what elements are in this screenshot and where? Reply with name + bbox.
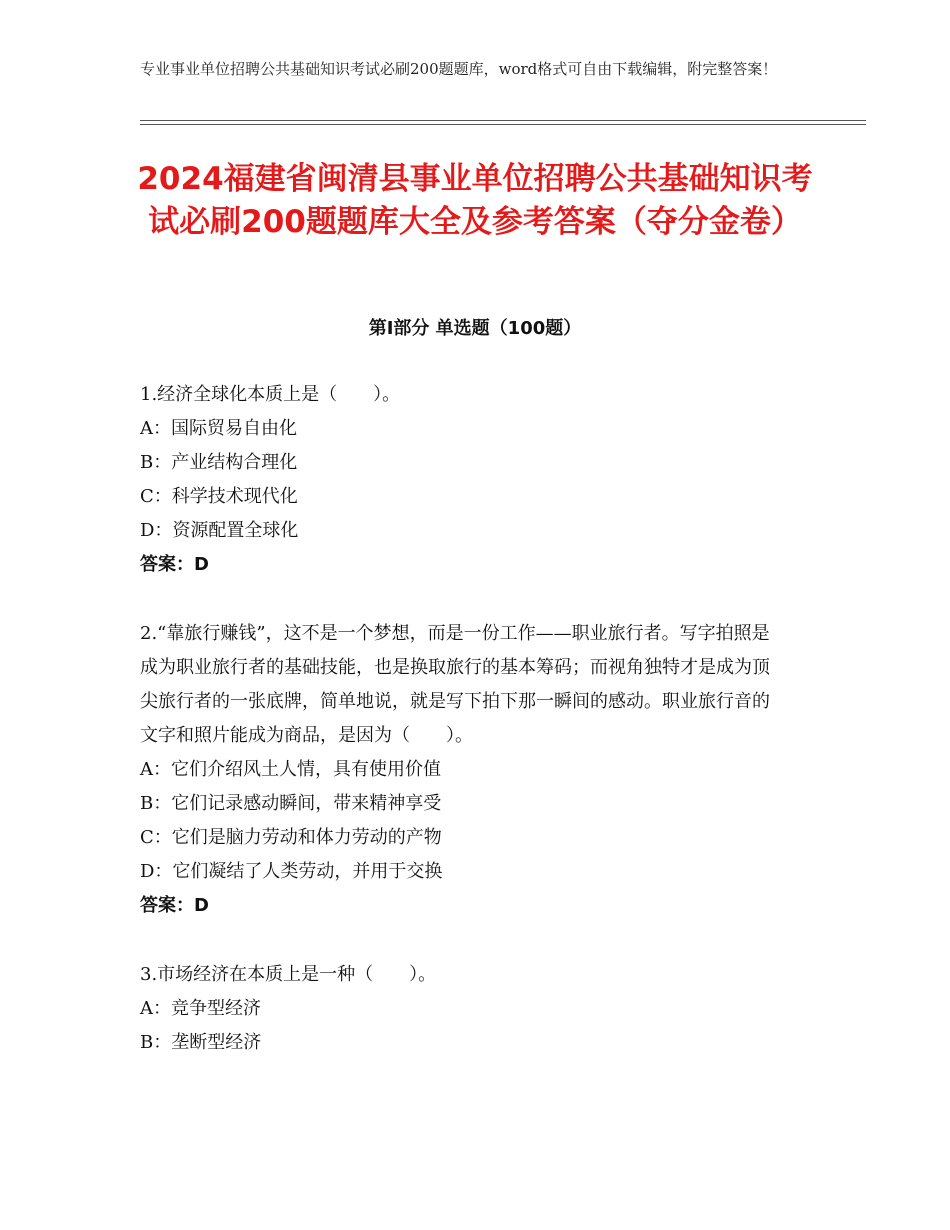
answer: 答案：D [140, 554, 209, 575]
question-list [140, 378, 780, 1095]
header-divider-top [140, 120, 866, 121]
option-a: A：竞争型经济 [140, 998, 261, 1019]
option-c: C：科学技术现代化 [140, 486, 298, 507]
page-header: 专业事业单位招聘公共基础知识考试必刷200题题库，word格式可自由下载编辑，附完整答案！ [140, 60, 778, 78]
question-stem: 1.经济全球化本质上是（ ）。 [140, 384, 401, 405]
question-stem: 3.市场经济在本质上是一种（ ）。 [140, 964, 437, 985]
question-2 [140, 617, 780, 923]
header-divider-bottom [140, 124, 866, 125]
question-3 [140, 958, 780, 1060]
document-title: 2024福建省闽清县事业单位招聘公共基础知识考试必刷200题题库大全及参考答案（夺分金卷） [137, 161, 813, 240]
option-d: D：资源配置全球化 [140, 520, 299, 541]
option-b: B：垄断型经济 [140, 1032, 262, 1053]
answer: 答案：D [140, 895, 209, 916]
question-1 [140, 378, 780, 582]
option-c: C：它们是脑力劳动和体力劳动的产物 [140, 827, 442, 848]
option-b: B：它们记录感动瞬间，带来精神享受 [140, 793, 442, 814]
option-b: B：产业结构合理化 [140, 452, 298, 473]
section-heading: 第I部分 单选题（100题） [368, 318, 582, 339]
option-a: A：国际贸易自由化 [140, 418, 297, 439]
option-a: A：它们介绍风土人情，具有使用价值 [140, 759, 441, 780]
question-stem: 2.“靠旅行赚钱”，这不是一个梦想，而是一份工作——职业旅行者。写字拍照是成为职业旅行者的基础技能，也是换取旅行的基本筹码；而视角独特才是成为顶尖旅行者的一张底牌，简单地说，就是写下拍下那一瞬间的感动。职业旅行音的文字和照片能成为商品，是因为（ ）。 [140, 623, 770, 746]
option-d: D：它们凝结了人类劳动，并用于交换 [140, 861, 443, 882]
